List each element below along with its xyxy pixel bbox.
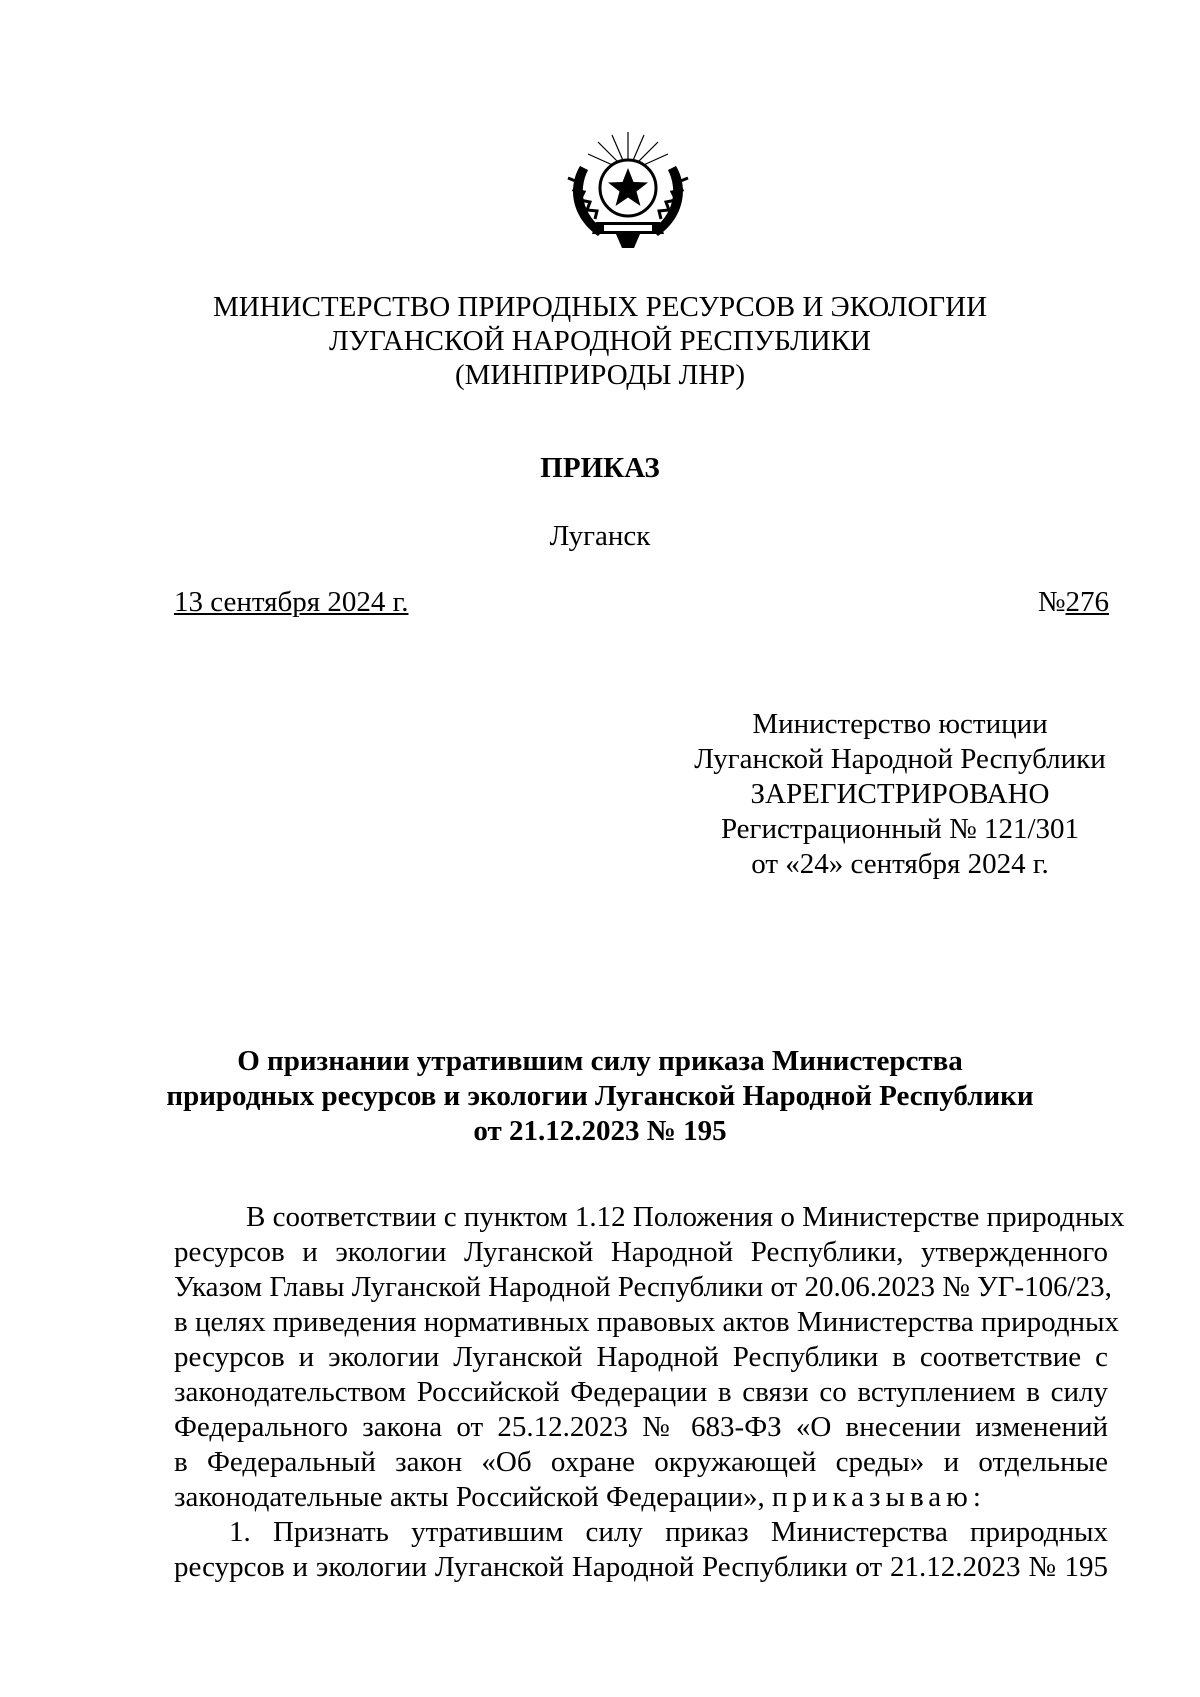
registration-line2: Луганской Народной Республики <box>694 743 1106 775</box>
body-item-1-line: ресурсов и экологии Луганской Народной Республики от 21.12.2023 № 195 <box>174 1551 1108 1583</box>
order-directive: приказываю: <box>771 1481 986 1513</box>
order-title: ПРИКАЗ <box>540 452 660 484</box>
subject-line1: О признании утратившим силу приказа Министерства <box>237 1045 963 1077</box>
order-body <box>174 1200 1125 1585</box>
ministry-name-line2: ЛУГАНСКОЙ НАРОДНОЙ РЕСПУБЛИКИ <box>328 325 871 357</box>
registration-line5: от «24» сентября 2024 г. <box>751 848 1049 880</box>
body-line-text: законодательные акты Российской Федерации», <box>174 1481 765 1513</box>
subject-line3: от 21.12.2023 № 195 <box>473 1115 727 1147</box>
registration-stamp <box>690 707 1110 882</box>
order-number-prefix: № <box>1037 586 1066 618</box>
ministry-short-name: (МИНПРИРОДЫ ЛНР) <box>454 359 746 391</box>
order-number-value: 276 <box>1065 586 1109 618</box>
body-line-final <box>174 1480 1108 1515</box>
ministry-name-line1: МИНИСТЕРСТВО ПРИРОДНЫХ РЕСУРСОВ И ЭКОЛОГИИ <box>212 291 988 323</box>
body-line: законодательством Российской Федерации в связи со вступлением в силу <box>174 1376 1108 1408</box>
registration-line1: Министерство юстиции <box>752 708 1048 740</box>
body-line: в целях приведения нормативных правовых актов Министерства природных <box>174 1306 1120 1338</box>
order-number <box>1038 585 1109 619</box>
body-line: ресурсов и экологии Луганской Народной Республики в соответствие с <box>174 1341 1108 1373</box>
coat-of-arms-emblem <box>560 126 696 251</box>
body-item-1-line: 1. Признать утратившим силу приказ Министерства природных <box>229 1516 1108 1548</box>
order-date: 13 сентября 2024 г. <box>174 586 409 618</box>
subject-line2: природных ресурсов и экологии Луганской Народной Республики <box>166 1080 1034 1112</box>
body-line: в Федеральный закон «Об охране окружающей среды» и отдельные <box>174 1446 1108 1478</box>
order-subject <box>0 1044 1200 1149</box>
order-city: Луганск <box>549 520 651 552</box>
registration-line4: Регистрационный № 121/301 <box>720 813 1080 845</box>
registration-line3: ЗАРЕГИСТРИРОВАНО <box>750 778 1050 810</box>
ministry-header <box>0 290 1200 392</box>
body-line: Федерального закона от 25.12.2023 № 683-ФЗ «О внесении изменений <box>174 1411 1108 1443</box>
body-line: В соответствии с пунктом 1.12 Положения о Министерстве природных <box>246 1201 1125 1233</box>
body-line: Указом Главы Луганской Народной Республики от 20.06.2023 № УГ-106/23, <box>174 1271 1112 1303</box>
body-line: ресурсов и экологии Луганской Народной Республики, утвержденного <box>174 1236 1108 1268</box>
